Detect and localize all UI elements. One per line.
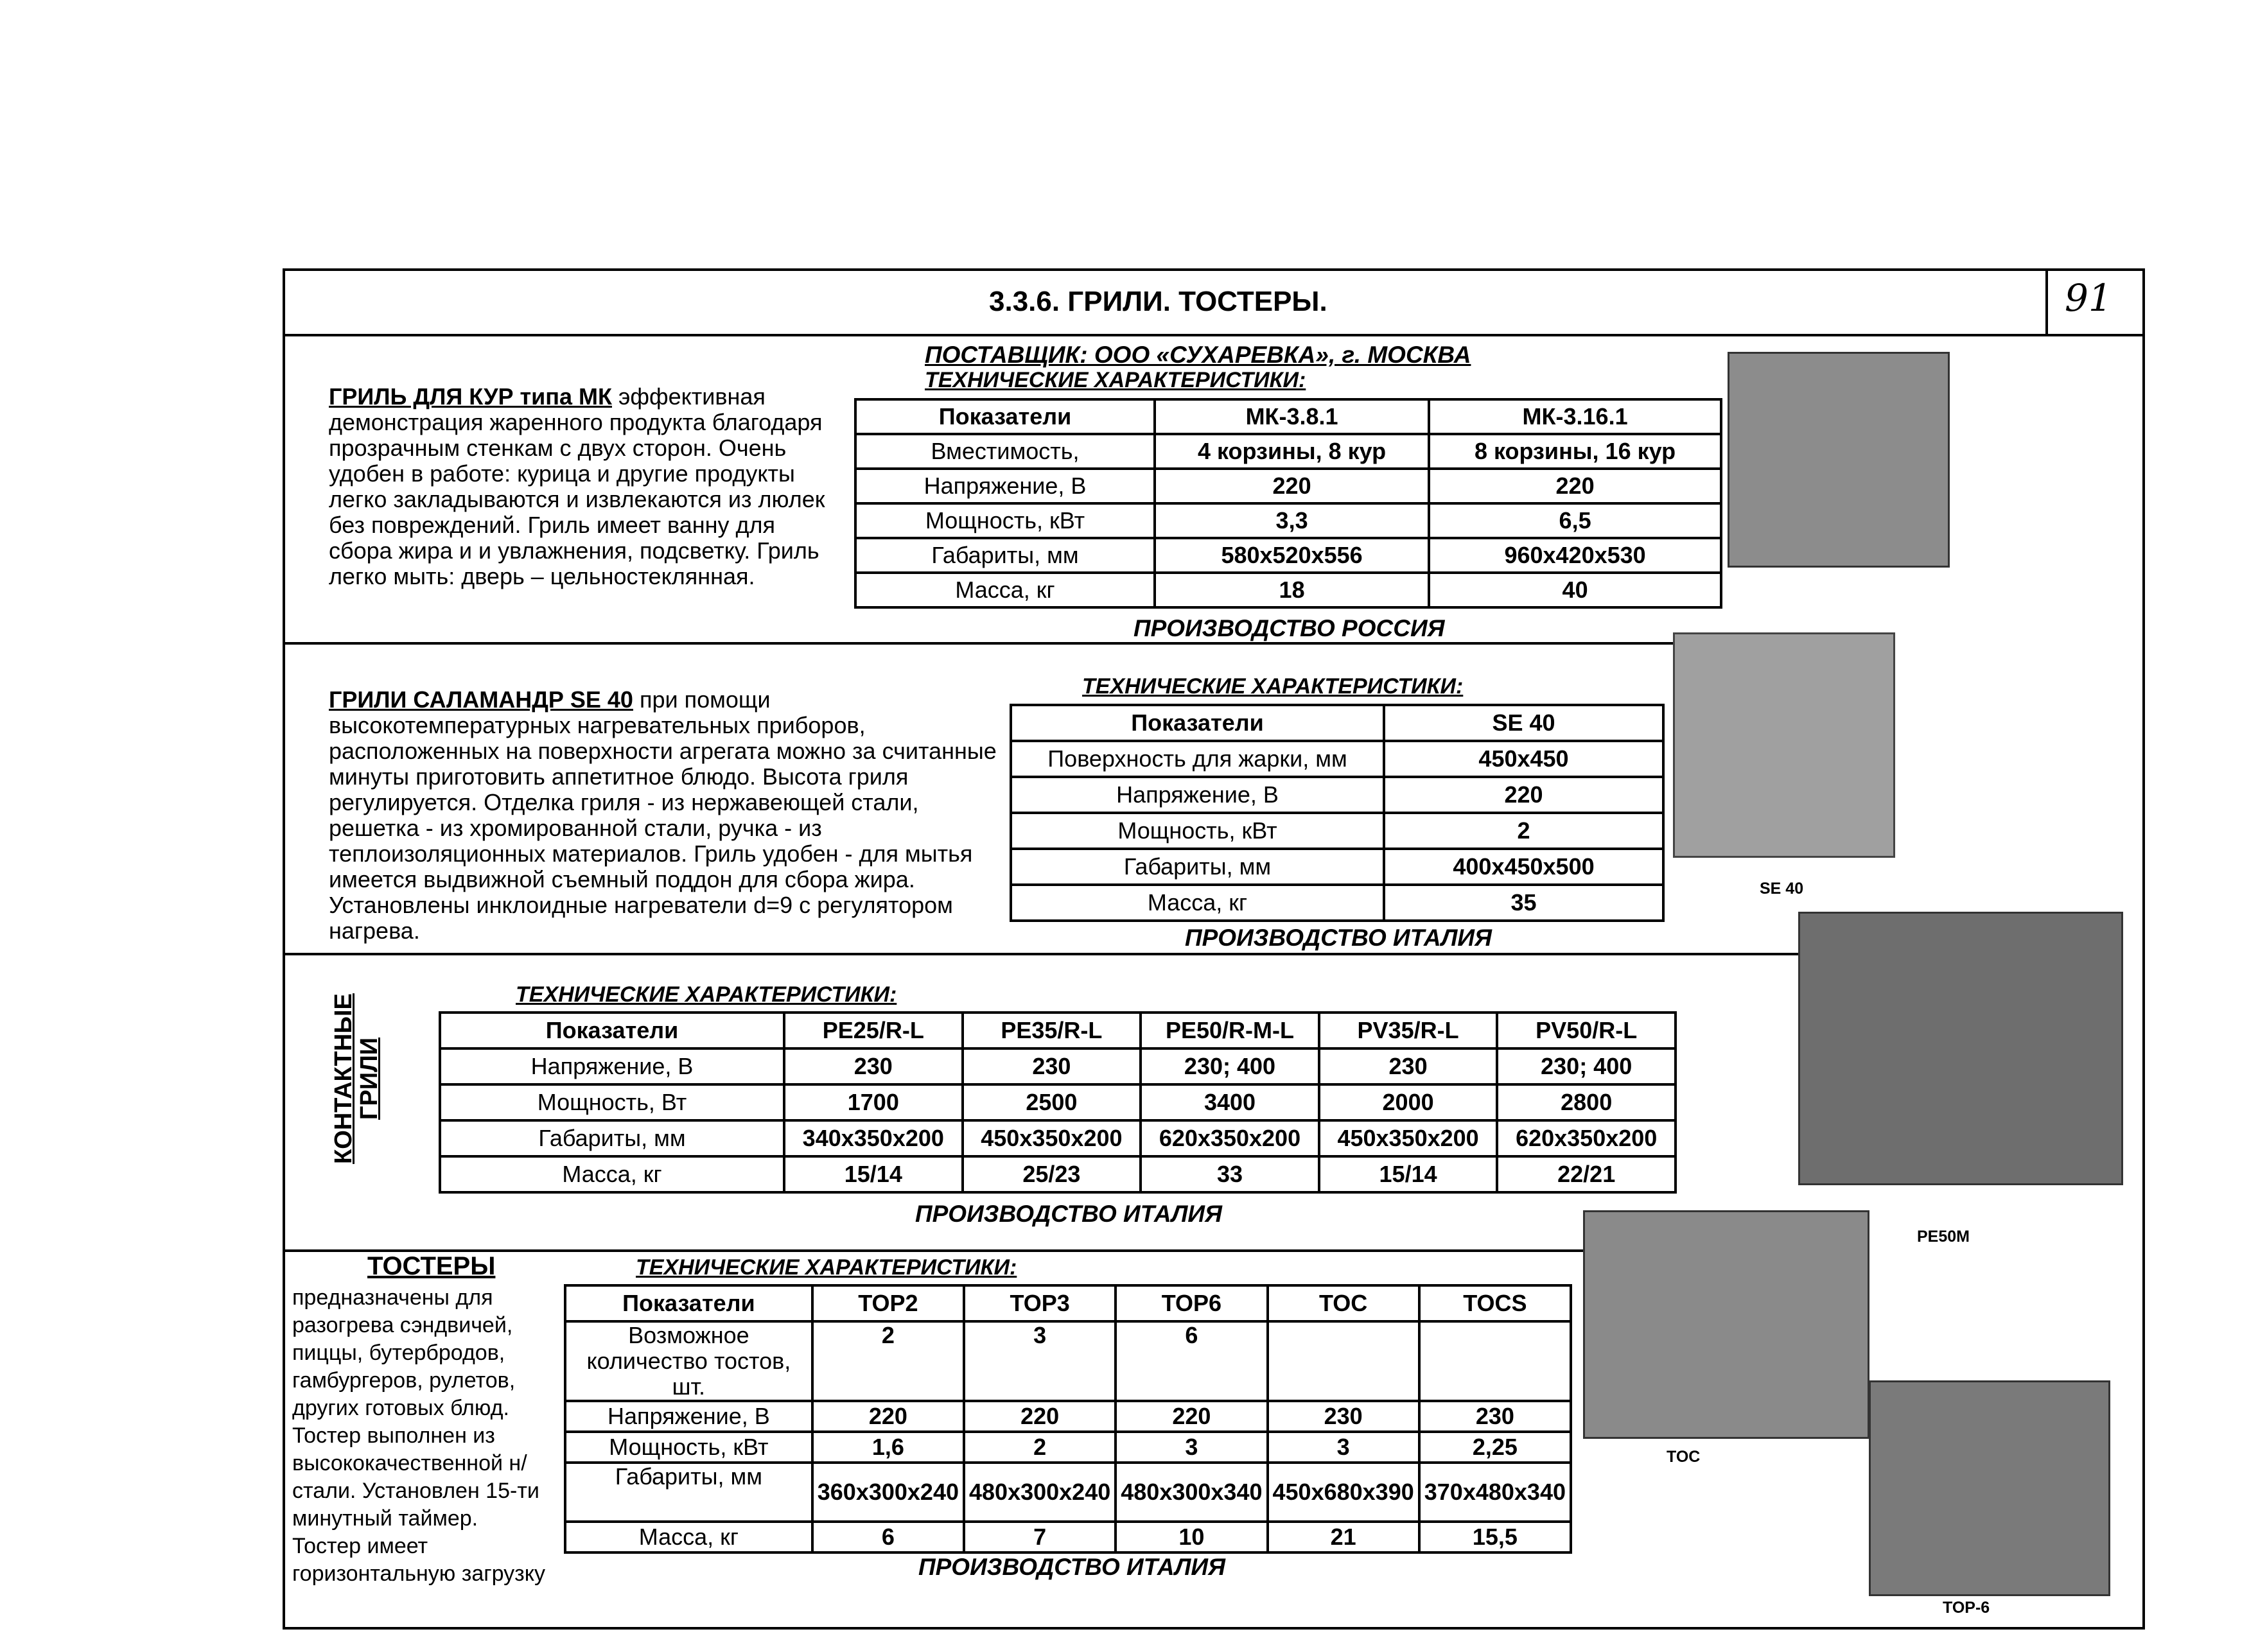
table-cell: 15,5 (1419, 1522, 1571, 1552)
toasters-spec-table (564, 1284, 1572, 1554)
table-cell: 230; 400 (1497, 1048, 1676, 1084)
contact-side-label (331, 986, 382, 1172)
table-cell: 6 (1116, 1321, 1267, 1401)
top6-caption: TOP-6 (1943, 1599, 1990, 1617)
table-cell: 2 (1384, 813, 1663, 849)
contact-side-label-2: ГРИЛИ (356, 1037, 383, 1120)
page-number: 91 (2065, 276, 2112, 320)
contact-spec-table (439, 1011, 1677, 1194)
table-header: TOC (1268, 1285, 1419, 1321)
table-cell: 480x300x340 (1116, 1463, 1267, 1522)
table-header: МК-3.8.1 (1155, 399, 1429, 434)
table-header: PV35/R-L (1319, 1013, 1498, 1048)
table-cell: Напряжение, В (440, 1048, 784, 1084)
se-desc-text: при помощи высокотемпературных нагревательных приборов, расположенных на поверхности агрегата можно за считанные минуты приготовить аппетитное блюдо. Высота гриля регулируется. Отделка гриля - из нержавеющей стали, решетка - из хромированной стали, ручка - из теплоизоляционных материалов. Гриль удобен - для мытья имеется выдвижной съемный поддон для сбора жира. Установлены инклоидные нагреватели d=9 с регулятором нагрева. (329, 686, 997, 944)
table-cell: 370x480x340 (1419, 1463, 1571, 1522)
table-cell: Масса, кг (855, 573, 1155, 607)
table-cell: 2,25 (1419, 1432, 1571, 1463)
pe50m-caption: PE50M (1917, 1228, 1970, 1246)
table-cell: Напряжение, В (855, 469, 1155, 503)
table-cell: Масса, кг (1011, 885, 1384, 921)
table-header: МК-3.16.1 (1429, 399, 1721, 434)
contact-side-label-1: КОНТАКТНЫЕ (330, 993, 357, 1164)
page-number-divider (2045, 268, 2048, 336)
se-production: ПРОИЗВОДСТВО ИТАЛИЯ (1185, 925, 1492, 951)
table-cell: Габариты, мм (1011, 849, 1384, 885)
table-cell: 220 (1155, 469, 1429, 503)
page-title: 3.3.6. ГРИЛИ. ТОСТЕРЫ. (989, 286, 1327, 317)
table-cell: 220 (1116, 1401, 1267, 1432)
toasters-description: предназначены для разогрева сэндвичей, пиццы, бутербродов, гамбургеров, рулетов, других готовых блюд. Тостер выполнен из высококачественной н/стали. Установлен 15-ти минутный таймер. Тостер имеет горизонтальную загрузку (292, 1285, 546, 1586)
table-header: TOP3 (964, 1285, 1116, 1321)
top6-photo (1869, 1380, 2110, 1596)
table-cell: 10 (1116, 1522, 1267, 1552)
toasters-specs-title: ТЕХНИЧЕСКИЕ ХАРАКТЕРИСТИКИ: (636, 1255, 1017, 1280)
se-specs-title: ТЕХНИЧЕСКИЕ ХАРАКТЕРИСТИКИ: (1082, 674, 1464, 699)
table-cell: Габариты, мм (565, 1463, 812, 1522)
table-cell: Напряжение, В (565, 1401, 812, 1432)
toc-caption: TOC (1667, 1448, 1701, 1466)
table-cell: Масса, кг (565, 1522, 812, 1552)
table-cell: 3 (1116, 1432, 1267, 1463)
table-cell: 2000 (1319, 1084, 1498, 1120)
table-cell: 7 (964, 1522, 1116, 1552)
table-header: Показатели (855, 399, 1155, 434)
toc-photo (1583, 1210, 1869, 1439)
se40-caption: SE 40 (1760, 880, 1804, 898)
table-cell: 15/14 (784, 1156, 963, 1192)
table-cell: 220 (812, 1401, 964, 1432)
table-header: TOP2 (812, 1285, 964, 1321)
table-cell: 220 (1429, 469, 1721, 503)
table-cell: 3 (1268, 1432, 1419, 1463)
table-cell: 620x350x200 (1497, 1120, 1676, 1156)
table-header: PV50/R-L (1497, 1013, 1676, 1048)
mk-supplier: ПОСТАВЩИК: ООО «СУХАРЕВКА», г. МОСКВА (925, 342, 1471, 368)
table-header: PE50/R-M-L (1141, 1013, 1319, 1048)
toasters-title: ТОСТЕРЫ (367, 1252, 496, 1280)
table-cell: 450x350x200 (1319, 1120, 1498, 1156)
contact-production: ПРОИЗВОДСТВО ИТАЛИЯ (915, 1201, 1223, 1227)
table-header: TOP6 (1116, 1285, 1267, 1321)
pe50m-photo (1798, 912, 2123, 1185)
table-cell: 580x520x556 (1155, 538, 1429, 573)
table-cell: 21 (1268, 1522, 1419, 1552)
se-description (329, 687, 1006, 944)
table-cell: 620x350x200 (1141, 1120, 1319, 1156)
table-cell: 360x300x240 (812, 1463, 964, 1522)
table-cell: 35 (1384, 885, 1663, 921)
table-header: TOCS (1419, 1285, 1571, 1321)
table-header: PE35/R-L (963, 1013, 1141, 1048)
table-cell: Масса, кг (440, 1156, 784, 1192)
table-cell: 2800 (1497, 1084, 1676, 1120)
table-cell: 3400 (1141, 1084, 1319, 1120)
table-cell (1419, 1321, 1571, 1401)
table-cell (1268, 1321, 1419, 1401)
table-cell: 25/23 (963, 1156, 1141, 1192)
toasters-production: ПРОИЗВОДСТВО ИТАЛИЯ (918, 1554, 1226, 1580)
table-cell: Габариты, мм (440, 1120, 784, 1156)
table-header: Показатели (440, 1013, 784, 1048)
table-cell: Мощность, кВт (1011, 813, 1384, 849)
table-cell: Мощность, кВт (565, 1432, 812, 1463)
table-cell: 340x350x200 (784, 1120, 963, 1156)
table-cell: 2500 (963, 1084, 1141, 1120)
table-cell: Возможное количество тостов, шт. (565, 1321, 812, 1401)
se-desc-title: ГРИЛИ САЛАМАНДР SE 40 (329, 686, 633, 713)
mk-description (329, 384, 843, 589)
mk-specs-title: ТЕХНИЧЕСКИЕ ХАРАКТЕРИСТИКИ: (925, 368, 1306, 392)
table-cell: 480x300x240 (964, 1463, 1116, 1522)
section-divider (283, 953, 1824, 955)
table-cell: 40 (1429, 573, 1721, 607)
table-cell: 230 (963, 1048, 1141, 1084)
table-cell: Габариты, мм (855, 538, 1155, 573)
table-cell: Мощность, Вт (440, 1084, 784, 1120)
table-cell: 6,5 (1429, 503, 1721, 538)
table-cell: Поверхность для жарки, мм (1011, 741, 1384, 777)
table-cell: 230 (784, 1048, 963, 1084)
table-cell: 33 (1141, 1156, 1319, 1192)
table-cell: 22/21 (1497, 1156, 1676, 1192)
se40-photo (1673, 632, 1895, 858)
table-cell: 400x450x500 (1384, 849, 1663, 885)
table-cell: 2 (812, 1321, 964, 1401)
table-cell: 450x350x200 (963, 1120, 1141, 1156)
mk-desc-title: ГРИЛЬ ДЛЯ КУР типа МК (329, 383, 612, 410)
table-header: PE25/R-L (784, 1013, 963, 1048)
table-cell: 18 (1155, 573, 1429, 607)
table-cell: 3 (964, 1321, 1116, 1401)
section-divider (283, 642, 1683, 645)
table-cell: 6 (812, 1522, 964, 1552)
table-cell: 450x680x390 (1268, 1463, 1419, 1522)
table-cell: Вместимость, (855, 434, 1155, 469)
table-cell: 1,6 (812, 1432, 964, 1463)
table-cell: 230; 400 (1141, 1048, 1319, 1084)
table-cell: 230 (1419, 1401, 1571, 1432)
table-cell: 220 (964, 1401, 1116, 1432)
table-header: SE 40 (1384, 705, 1663, 741)
table-cell: 15/14 (1319, 1156, 1498, 1192)
table-cell: Мощность, кВт (855, 503, 1155, 538)
table-cell: 450x450 (1384, 741, 1663, 777)
table-cell: 960x420x530 (1429, 538, 1721, 573)
table-cell: 230 (1319, 1048, 1498, 1084)
table-cell: 1700 (784, 1084, 963, 1120)
header-divider (283, 334, 2145, 336)
table-header: Показатели (1011, 705, 1384, 741)
mk-spec-table (854, 398, 1722, 609)
mk-grill-photo (1728, 352, 1950, 568)
table-cell: 220 (1384, 777, 1663, 813)
contact-specs-title: ТЕХНИЧЕСКИЕ ХАРАКТЕРИСТИКИ: (516, 982, 897, 1007)
mk-production: ПРОИЗВОДСТВО РОССИЯ (1134, 615, 1445, 641)
se-spec-table (1010, 704, 1665, 922)
table-header: Показатели (565, 1285, 812, 1321)
table-cell: Напряжение, В (1011, 777, 1384, 813)
table-cell: 8 корзины, 16 кур (1429, 434, 1721, 469)
mk-desc-text: эффективная демонстрация жаренного продукта благодаря прозрачным стенкам с двух сторон. Очень удобен в работе: курица и другие продукты легко закладываются и извлекаются из люлек без повреждений. Гриль имеет ванну для сбора жира и и увлажнения, подсветку. Гриль легко мыть: дверь – цельностеклянная. (329, 383, 825, 589)
table-cell: 4 корзины, 8 кур (1155, 434, 1429, 469)
table-cell: 3,3 (1155, 503, 1429, 538)
table-cell: 2 (964, 1432, 1116, 1463)
table-cell: 230 (1268, 1401, 1419, 1432)
